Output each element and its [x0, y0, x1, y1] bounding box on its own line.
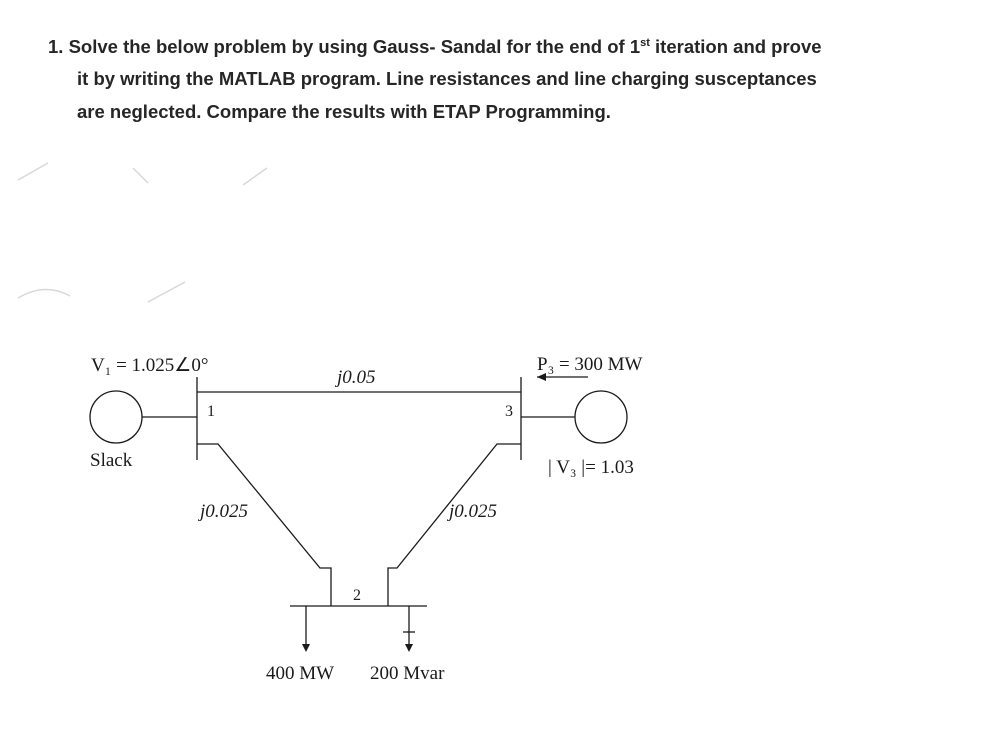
problem-line-3: are neglected. Compare the results with ETAP Programming. — [77, 101, 611, 122]
generator3-circle — [575, 391, 627, 443]
load-q-label: 200 Mvar — [370, 663, 445, 684]
faint-stroke — [148, 282, 185, 302]
bus2-label: 2 — [353, 587, 361, 604]
slack-generator-circle — [90, 391, 142, 443]
problem-number: 1. — [48, 36, 64, 57]
problem-line-2: it by writing the MATLAB program. Line resistances and line charging susceptances — [77, 68, 817, 89]
line-1-2-impedance: j0.025 — [200, 501, 249, 522]
faint-stroke — [133, 168, 148, 183]
line-1-3-impedance: j0.05 — [337, 367, 376, 388]
bus3-label: 3 — [505, 403, 513, 420]
scan-artifacts — [18, 163, 267, 302]
problem-line-1-superscript: st — [640, 37, 650, 49]
v3-label: | V₃ |= 1.03 — [548, 457, 634, 478]
line-1-2 — [197, 444, 331, 606]
faint-stroke — [18, 163, 48, 180]
v1-label: V₁ = 1.025∠0° — [91, 355, 209, 376]
slack-label: Slack — [90, 450, 133, 471]
faint-stroke — [18, 289, 70, 298]
faint-stroke — [243, 168, 267, 185]
problem-line-1-tail: iteration and prove — [649, 36, 822, 57]
load-p-label: 400 MW — [266, 663, 335, 684]
load-q-arrowhead — [405, 644, 413, 652]
bus1-label: 1 — [207, 403, 215, 420]
one-line-drawing — [90, 377, 627, 650]
line-2-3-impedance: j0.025 — [449, 501, 498, 522]
problem-line-1-text: Solve the below problem by using Gauss- Sandal for the end of 1 — [68, 36, 641, 57]
diagram-labels — [90, 354, 643, 684]
p3-label: P₃ = 300 MW — [537, 354, 643, 375]
line-2-3 — [388, 444, 521, 606]
load-p-arrowhead — [302, 644, 310, 652]
